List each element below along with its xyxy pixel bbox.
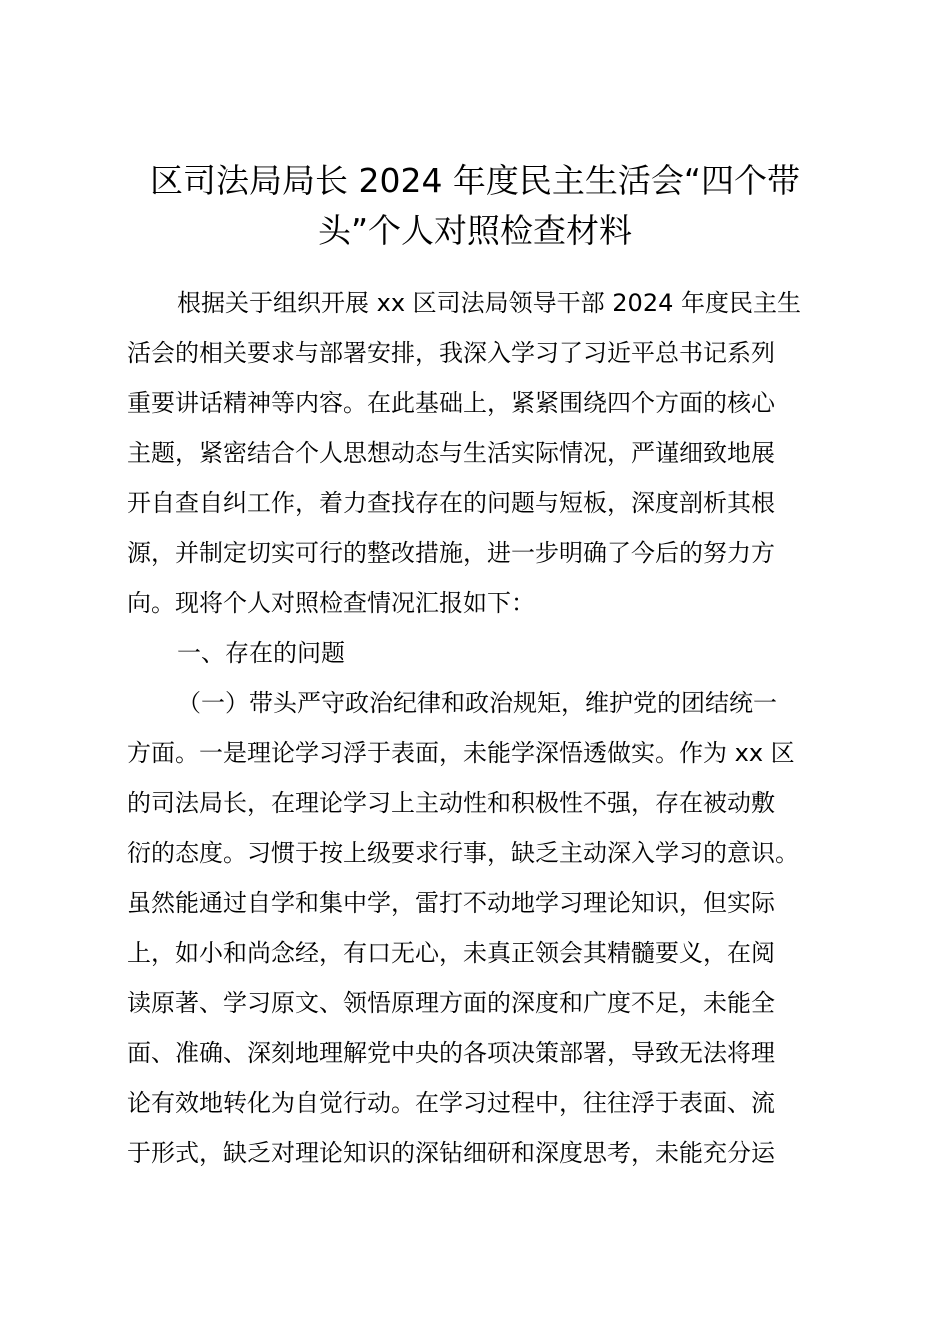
paragraph-line: 衍的态度。习惯于按上级要求行事，缺乏主动深入学习的意识。 <box>127 839 799 867</box>
paragraph-line: 论有效地转化为自觉行动。在学习过程中，往往浮于表面、流 <box>127 1089 775 1117</box>
paragraph-line: 面、准确、深刻地理解党中央的各项决策部署，导致无法将理 <box>127 1039 775 1067</box>
paragraph-line: 源，并制定切实可行的整改措施，进一步明确了今后的努力方 <box>127 539 775 567</box>
paragraph-line: 根据关于组织开展 xx 区司法局领导干部 2024 年度民主生 <box>177 289 801 317</box>
paragraph-line: 的司法局长，在理论学习上主动性和积极性不强，存在被动敷 <box>127 789 775 817</box>
paragraph-line: 主题，紧密结合个人思想动态与生活实际情况，严谨细致地展 <box>127 439 775 467</box>
paragraph-line: （一）带头严守政治纪律和政治规矩，维护党的团结统一 <box>177 689 777 717</box>
paragraph-line: 向。现将个人对照检查情况汇报如下： <box>127 589 535 617</box>
section-heading: 一、存在的问题 <box>177 639 345 667</box>
paragraph-line: 活会的相关要求与部署安排，我深入学习了习近平总书记系列 <box>127 339 775 367</box>
paragraph-line: 虽然能通过自学和集中学，雷打不动地学习理论知识，但实际 <box>127 889 775 917</box>
paragraph-line: 于形式，缺乏对理论知识的深钻细研和深度思考，未能充分运 <box>127 1139 775 1167</box>
paragraph-line: 开自查自纠工作，着力查找存在的问题与短板，深度剖析其根 <box>127 489 775 517</box>
document-title-line-2: 头”个人对照检查材料 <box>317 211 633 250</box>
document-title-line-1: 区司法局局长 2024 年度民主生活会“四个带 <box>149 161 801 200</box>
paragraph-line: 方面。一是理论学习浮于表面，未能学深悟透做实。作为 xx 区 <box>127 739 795 767</box>
paragraph-line: 重要讲话精神等内容。在此基础上，紧紧围绕四个方面的核心 <box>127 389 775 417</box>
paragraph-line: 读原著、学习原文、领悟原理方面的深度和广度不足，未能全 <box>127 989 775 1017</box>
paragraph-line: 上，如小和尚念经，有口无心，未真正领会其精髓要义，在阅 <box>127 939 775 967</box>
